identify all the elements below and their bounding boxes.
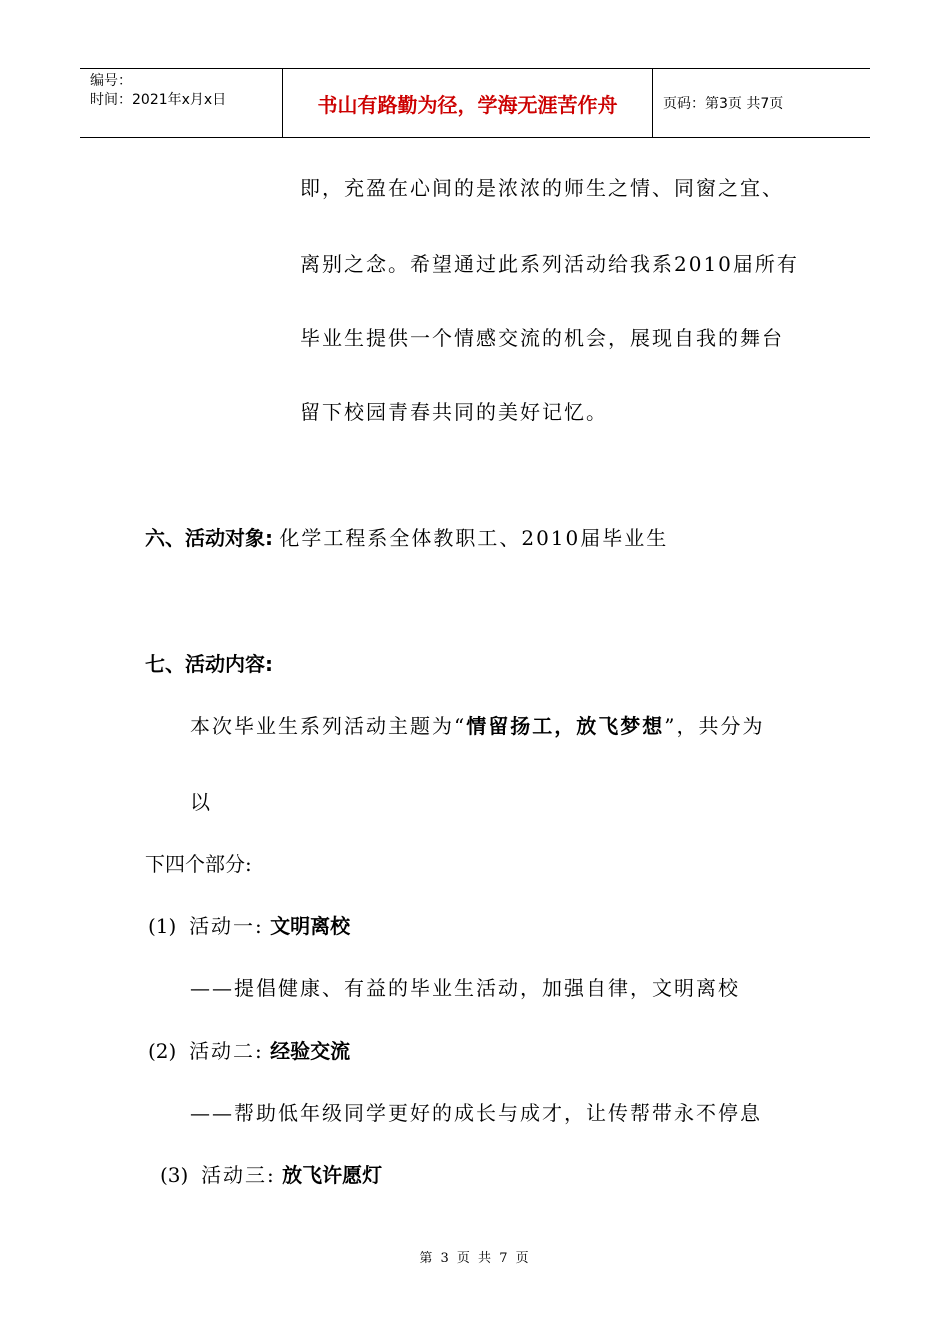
item-title: 文明离校	[270, 914, 351, 938]
activity-item	[148, 910, 350, 939]
section-six-heading: 六、活动对象:	[145, 526, 273, 550]
paragraph-line: 毕业生提供一个情感交流的机会，展现自我的舞台	[300, 326, 784, 350]
header-motto: 书山有路勤为径，学海无涯苦作舟	[317, 92, 618, 117]
paragraph-line: 即，充盈在心间的是浓浓的师生之情、同窗之宜、	[300, 176, 784, 200]
section-seven-intro	[190, 710, 764, 739]
page-footer: 第 3 页 共 7 页	[419, 1251, 531, 1266]
section-six	[145, 522, 668, 551]
header-motto-cell	[282, 69, 653, 137]
header-meta	[80, 69, 282, 137]
section-six-text: 化学工程系全体教职工、2010届毕业生	[279, 526, 669, 550]
activity-item	[148, 1035, 350, 1064]
intro-line: 以	[190, 790, 210, 814]
header-page-info: 页码：第3页 共7页	[663, 96, 784, 112]
item-number: (2)	[148, 1039, 177, 1063]
item-label: 活动三:	[201, 1163, 276, 1187]
item-label: 活动二:	[189, 1039, 264, 1063]
paragraph-line: 离别之念。希望通过此系列活动给我系2010届所有	[300, 252, 799, 276]
activity-item	[160, 1159, 382, 1188]
item-description: ——提倡健康、有益的毕业生活动，加强自律，文明离校	[190, 976, 740, 1000]
paragraph-line: 留下校园青春共同的美好记忆。	[300, 400, 608, 424]
section-seven-heading: 七、活动内容:	[145, 652, 273, 676]
intro-text: ”，共分为	[664, 714, 765, 738]
item-number: (3)	[160, 1163, 189, 1187]
intro-line: 下四个部分:	[145, 852, 252, 876]
item-label: 活动一:	[189, 914, 264, 938]
date-label: 时间：2021年x月x日	[90, 92, 227, 108]
theme-title: 情留扬工，放飞梦想	[466, 714, 665, 738]
item-description: ——帮助低年级同学更好的成长与成才，让传帮带永不停息	[190, 1101, 762, 1125]
item-title: 放飞许愿灯	[282, 1163, 383, 1187]
intro-text: 本次毕业生系列活动主题为“	[190, 714, 467, 738]
item-number: (1)	[148, 914, 177, 938]
item-title: 经验交流	[270, 1039, 351, 1063]
number-label: 编号：	[90, 73, 132, 89]
page-header	[80, 68, 870, 138]
